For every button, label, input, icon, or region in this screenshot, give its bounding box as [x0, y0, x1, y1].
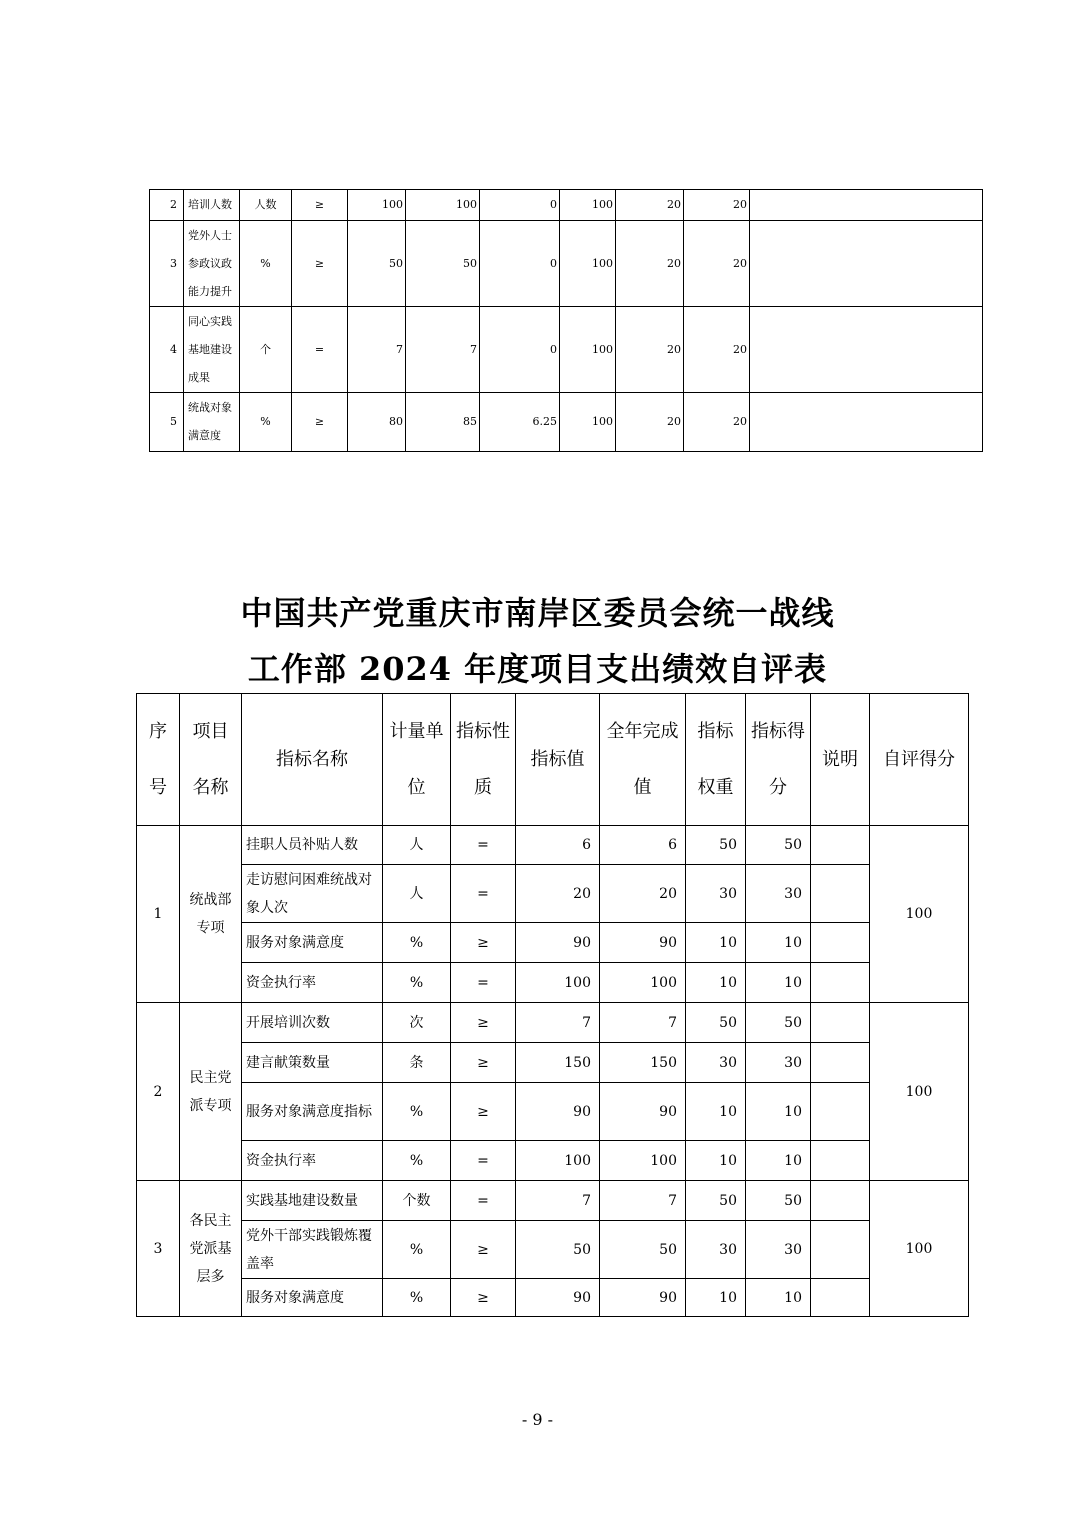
target-value: 90 [516, 923, 600, 963]
note-cell [750, 221, 983, 307]
deviation: 0 [480, 307, 560, 393]
score: 30 [746, 1043, 811, 1083]
indicator-name: 服务对象满意度指标 [242, 1083, 383, 1141]
nature: = [451, 865, 516, 923]
row-seq: 5 [150, 393, 184, 452]
score: 10 [746, 963, 811, 1003]
indicator-name: 服务对象满意度 [242, 923, 383, 963]
actual-value: 20 [600, 865, 686, 923]
nature: ≥ [451, 1003, 516, 1043]
nature: ≥ [292, 393, 348, 452]
table-row [137, 1043, 969, 1083]
header-score: 指标得分 [746, 694, 811, 826]
actual-value: 90 [600, 1083, 686, 1141]
performance-self-evaluation-table [136, 693, 969, 1317]
document-title-line-2: 工作部 2024 年度项目支出绩效自评表 [247, 650, 828, 688]
unit: 人 [383, 826, 451, 865]
target-value: 7 [516, 1003, 600, 1043]
nature: ≥ [451, 1043, 516, 1083]
unit: 条 [383, 1043, 451, 1083]
nature: = [451, 1141, 516, 1181]
indicator-name: 培训人数 [184, 190, 240, 221]
note-cell [750, 190, 983, 221]
weight: 50 [686, 1181, 746, 1221]
nature: = [451, 1181, 516, 1221]
unit: 人数 [240, 190, 292, 221]
nature: ≥ [451, 1221, 516, 1279]
score: 10 [746, 1279, 811, 1317]
rate: 100 [560, 393, 616, 452]
deviation: 0 [480, 190, 560, 221]
indicator-name: 资金执行率 [242, 963, 383, 1003]
indicator-name: 统战对象满意度 [184, 393, 240, 452]
note-cell [750, 307, 983, 393]
note-cell [811, 1043, 870, 1083]
indicator-name: 服务对象满意度 [242, 1279, 383, 1317]
actual-value: 7 [600, 1003, 686, 1043]
table-row [137, 826, 969, 865]
indicator-name: 走访慰问困难统战对象人次 [242, 865, 383, 923]
header-indicator: 指标名称 [242, 694, 383, 826]
unit: % [383, 1279, 451, 1317]
target-value: 50 [348, 221, 406, 307]
score: 30 [746, 865, 811, 923]
table-row [150, 307, 983, 393]
page-number: - 9 - [521, 1410, 554, 1429]
target-value: 50 [516, 1221, 600, 1279]
score: 10 [746, 1083, 811, 1141]
target-value: 80 [348, 393, 406, 452]
target-value: 100 [516, 963, 600, 1003]
actual-value: 100 [600, 963, 686, 1003]
nature: ≥ [451, 923, 516, 963]
note-cell [811, 1181, 870, 1221]
project-name: 各民主党派基层多 [180, 1181, 242, 1317]
target-value: 90 [516, 1083, 600, 1141]
weight: 30 [686, 1221, 746, 1279]
self-score: 100 [870, 1003, 969, 1181]
score: 20 [684, 221, 750, 307]
target-value: 6 [516, 826, 600, 865]
table-row [150, 393, 983, 452]
weight: 10 [686, 963, 746, 1003]
indicator-name: 同心实践基地建设成果 [184, 307, 240, 393]
rate: 100 [560, 190, 616, 221]
score: 50 [746, 826, 811, 865]
table-row [137, 1181, 969, 1221]
actual-value: 100 [406, 190, 480, 221]
continued-indicator-table [149, 189, 983, 452]
actual-value: 100 [600, 1141, 686, 1181]
table-row [137, 1003, 969, 1043]
nature: = [451, 826, 516, 865]
indicator-name: 建言献策数量 [242, 1043, 383, 1083]
score: 20 [684, 190, 750, 221]
unit: 次 [383, 1003, 451, 1043]
header-actual: 全年完成值 [600, 694, 686, 826]
unit: % [383, 923, 451, 963]
note-cell [811, 1221, 870, 1279]
indicator-name: 党外人士参政议政能力提升 [184, 221, 240, 307]
weight: 10 [686, 1141, 746, 1181]
table-header-row [137, 694, 969, 826]
unit: % [383, 1141, 451, 1181]
target-value: 20 [516, 865, 600, 923]
score: 30 [746, 1221, 811, 1279]
table-row [137, 1221, 969, 1279]
indicator-name: 挂职人员补贴人数 [242, 826, 383, 865]
target-value: 7 [516, 1181, 600, 1221]
header-unit: 计量单位 [383, 694, 451, 826]
table-row [137, 1141, 969, 1181]
indicator-name: 实践基地建设数量 [242, 1181, 383, 1221]
header-seq: 序号 [137, 694, 180, 826]
note-cell [811, 1083, 870, 1141]
table-row [150, 190, 983, 221]
nature: = [451, 963, 516, 1003]
target-value: 90 [516, 1279, 600, 1317]
note-cell [811, 865, 870, 923]
row-seq: 3 [150, 221, 184, 307]
indicator-name: 开展培训次数 [242, 1003, 383, 1043]
header-target: 指标值 [516, 694, 600, 826]
project-name: 统战部专项 [180, 826, 242, 1003]
nature: ≥ [292, 221, 348, 307]
unit: % [240, 393, 292, 452]
row-seq: 4 [150, 307, 184, 393]
actual-value: 90 [600, 1279, 686, 1317]
row-seq: 2 [150, 190, 184, 221]
unit: 人 [383, 865, 451, 923]
score: 50 [746, 1181, 811, 1221]
weight: 30 [686, 865, 746, 923]
note-cell [811, 1279, 870, 1317]
actual-value: 85 [406, 393, 480, 452]
deviation: 6.25 [480, 393, 560, 452]
note-cell [811, 1003, 870, 1043]
table-row [137, 923, 969, 963]
weight: 30 [686, 1043, 746, 1083]
table-row [137, 1083, 969, 1141]
nature: ≥ [451, 1279, 516, 1317]
weight: 20 [616, 307, 684, 393]
target-value: 150 [516, 1043, 600, 1083]
rate: 100 [560, 307, 616, 393]
actual-value: 7 [600, 1181, 686, 1221]
score: 10 [746, 923, 811, 963]
actual-value: 50 [406, 221, 480, 307]
unit: 个数 [383, 1181, 451, 1221]
weight: 10 [686, 1083, 746, 1141]
unit: % [383, 1083, 451, 1141]
document-title-line-1: 中国共产党重庆市南岸区委员会统一战线 [240, 594, 835, 632]
header-note: 说明 [811, 694, 870, 826]
header-nature: 指标性质 [451, 694, 516, 826]
unit: 个 [240, 307, 292, 393]
table-row [137, 865, 969, 923]
table-row [150, 221, 983, 307]
weight: 50 [686, 1003, 746, 1043]
nature: ≥ [451, 1083, 516, 1141]
score: 20 [684, 307, 750, 393]
group-seq: 1 [137, 826, 180, 1003]
weight: 50 [686, 826, 746, 865]
unit: % [383, 963, 451, 1003]
target-value: 100 [348, 190, 406, 221]
target-value: 7 [348, 307, 406, 393]
weight: 10 [686, 1279, 746, 1317]
actual-value: 7 [406, 307, 480, 393]
self-score: 100 [870, 1181, 969, 1317]
score: 50 [746, 1003, 811, 1043]
target-value: 100 [516, 1141, 600, 1181]
score: 20 [684, 393, 750, 452]
nature: ≥ [292, 190, 348, 221]
nature: = [292, 307, 348, 393]
weight: 20 [616, 190, 684, 221]
score: 10 [746, 1141, 811, 1181]
weight: 20 [616, 393, 684, 452]
actual-value: 50 [600, 1221, 686, 1279]
rate: 100 [560, 221, 616, 307]
note-cell [811, 1141, 870, 1181]
table-row [137, 1279, 969, 1317]
group-seq: 3 [137, 1181, 180, 1317]
header-weight: 指标权重 [686, 694, 746, 826]
note-cell [811, 826, 870, 865]
unit: % [383, 1221, 451, 1279]
weight: 20 [616, 221, 684, 307]
unit: % [240, 221, 292, 307]
header-self-score: 自评得分 [870, 694, 969, 826]
note-cell [811, 963, 870, 1003]
weight: 10 [686, 923, 746, 963]
actual-value: 90 [600, 923, 686, 963]
project-name: 民主党派专项 [180, 1003, 242, 1181]
table-row [137, 963, 969, 1003]
indicator-name: 党外干部实践锻炼覆盖率 [242, 1221, 383, 1279]
header-project: 项目名称 [180, 694, 242, 826]
deviation: 0 [480, 221, 560, 307]
indicator-name: 资金执行率 [242, 1141, 383, 1181]
actual-value: 150 [600, 1043, 686, 1083]
group-seq: 2 [137, 1003, 180, 1181]
note-cell [811, 923, 870, 963]
actual-value: 6 [600, 826, 686, 865]
self-score: 100 [870, 826, 969, 1003]
note-cell [750, 393, 983, 452]
